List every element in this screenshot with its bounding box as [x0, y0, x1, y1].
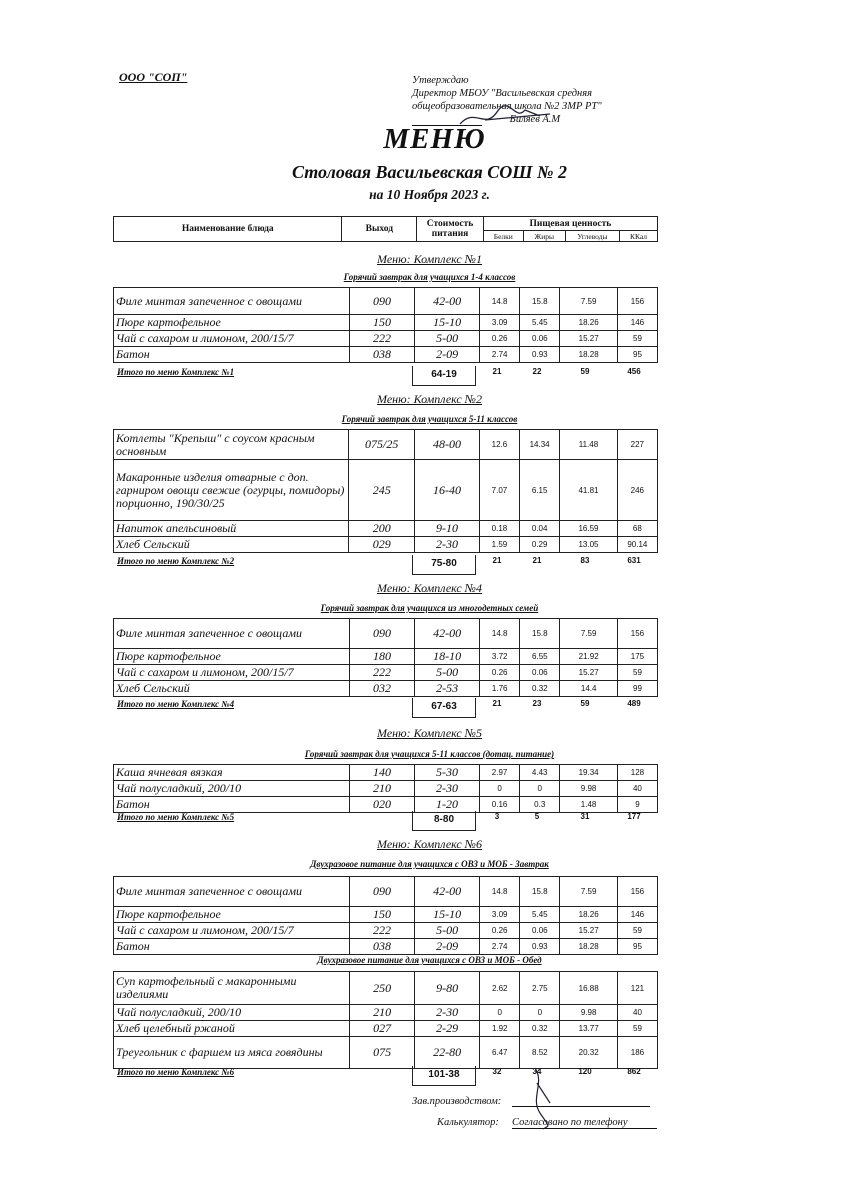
dish-protein: 0.18 — [479, 521, 519, 537]
table-row — [114, 681, 658, 697]
total-label: Итого по меню Комплекс №2 — [117, 556, 235, 566]
dish-price: 42-00 — [415, 288, 480, 315]
dish-protein: 2.74 — [480, 347, 520, 363]
menu-section-subtitle: Двухразовое питание для учащихся с ОВЗ и МОБ - Завтрак — [310, 859, 549, 869]
dish-fat: 15.8 — [520, 877, 560, 907]
dish-protein: 12.6 — [479, 430, 519, 460]
total-carbs: 59 — [580, 367, 590, 376]
total-price: 64-19 — [412, 366, 476, 386]
dish-fat: 6.15 — [519, 460, 559, 521]
dish-fat: 0.29 — [519, 537, 559, 553]
dish-carbs: 21.92 — [560, 649, 618, 665]
total-kcal: 862 — [627, 1067, 641, 1076]
dish-carbs: 15.27 — [560, 923, 618, 939]
dish-kcal: 59 — [617, 1021, 657, 1037]
dish-protein: 3.72 — [480, 649, 520, 665]
dish-name: Треугольник с фаршем из мяса говядины — [114, 1037, 350, 1069]
total-fat: 5 — [534, 812, 540, 821]
dish-protein: 7.07 — [479, 460, 519, 521]
dish-protein: 14.8 — [480, 288, 520, 315]
calculator-label: Калькулятор: — [437, 1117, 499, 1128]
total-protein: 32 — [492, 1067, 502, 1076]
dish-kcal: 246 — [617, 460, 657, 521]
dish-carbs: 18.26 — [560, 315, 618, 331]
dish-name: Пюре картофельное — [114, 907, 350, 923]
dish-fat: 0.06 — [520, 331, 560, 347]
total-fat: 34 — [532, 1067, 542, 1076]
dish-table — [113, 618, 658, 697]
menu-date: на 10 Ноября 2023 г. — [369, 187, 490, 202]
dish-output: 200 — [349, 521, 415, 537]
table-row — [114, 1037, 658, 1069]
table-row — [114, 460, 658, 521]
dish-fat: 4.43 — [520, 765, 560, 781]
page-subtitle: Столовая Васильевская СОШ № 2 — [292, 162, 567, 182]
menu-section-subtitle: Горячий завтрак для учащихся 1-4 классов — [343, 272, 516, 282]
dish-table — [113, 971, 658, 1069]
dish-price: 5-00 — [415, 923, 480, 939]
dish-name: Чай полусладкий, 200/10 — [114, 1005, 350, 1021]
table-row — [114, 939, 658, 955]
dish-kcal: 95 — [617, 939, 657, 955]
dish-price: 5-00 — [415, 331, 480, 347]
dish-name: Хлеб целебный ржаной — [114, 1021, 350, 1037]
dish-protein: 1.76 — [480, 681, 520, 697]
table-row — [114, 315, 658, 331]
dish-price: 9-10 — [415, 521, 480, 537]
dish-carbs: 15.27 — [560, 665, 618, 681]
dish-carbs: 7.59 — [560, 877, 618, 907]
dish-table — [113, 876, 658, 955]
dish-price: 2-09 — [415, 939, 480, 955]
dish-protein: 0 — [480, 1005, 520, 1021]
dish-kcal: 121 — [617, 972, 657, 1005]
dish-kcal: 227 — [617, 430, 657, 460]
approval-line-1: Утверждаю — [412, 75, 469, 86]
dish-fat: 8.52 — [520, 1037, 560, 1069]
table-row — [114, 288, 658, 315]
table-row — [114, 1021, 658, 1037]
menu-section-title: Меню: Комплекс №5 — [377, 726, 482, 740]
calculator-value: Согласовано по телефону — [512, 1117, 657, 1129]
total-carbs: 120 — [578, 1067, 592, 1076]
dish-output: 245 — [349, 460, 415, 521]
total-label: Итого по меню Комплекс №6 — [117, 1067, 235, 1077]
dish-carbs: 16.59 — [560, 521, 617, 537]
dish-kcal: 156 — [617, 288, 657, 315]
dish-name: Батон — [114, 347, 350, 363]
approval-name: Биляев А.М — [509, 114, 561, 125]
dish-output: 027 — [350, 1021, 415, 1037]
dish-name: Хлеб Сельский — [114, 537, 349, 553]
total-kcal: 177 — [627, 812, 641, 821]
dish-output: 210 — [350, 1005, 415, 1021]
dish-kcal: 40 — [617, 781, 657, 797]
dish-protein: 14.8 — [480, 877, 520, 907]
total-carbs: 31 — [580, 812, 590, 821]
dish-price: 5-30 — [415, 765, 480, 781]
total-label: Итого по меню Комплекс №1 — [117, 367, 235, 377]
approval-line-3: общеобразовательная школа №2 ЗМР РТ" — [412, 101, 602, 112]
total-price: 67-63 — [412, 698, 476, 718]
dish-name: Чай с сахаром и лимоном, 200/15/7 — [114, 331, 350, 347]
dish-name: Филе минтая запеченное с овощами — [114, 619, 350, 649]
dish-name: Чай полусладкий, 200/10 — [114, 781, 350, 797]
total-kcal: 631 — [627, 556, 641, 565]
dish-table — [113, 764, 658, 813]
dish-carbs: 11.48 — [560, 430, 617, 460]
dish-price: 2-29 — [415, 1021, 480, 1037]
dish-name: Макаронные изделия отварные с доп. гарниром овощи свежие (огурцы, помидоры) порционно, 190/30/25 — [114, 460, 349, 521]
total-protein: 21 — [492, 367, 502, 376]
dish-price: 9-80 — [415, 972, 480, 1005]
dish-protein: 2.62 — [480, 972, 520, 1005]
dish-output: 222 — [349, 923, 414, 939]
dish-output: 250 — [350, 972, 415, 1005]
dish-protein: 0.26 — [480, 923, 520, 939]
dish-fat: 0.06 — [520, 665, 560, 681]
dish-fat: 15.8 — [520, 619, 560, 649]
dish-kcal: 186 — [617, 1037, 657, 1069]
dish-name: Чай с сахаром и лимоном, 200/15/7 — [114, 665, 350, 681]
dish-kcal: 146 — [617, 315, 657, 331]
dish-name: Пюре картофельное — [114, 315, 350, 331]
dish-fat: 0.04 — [519, 521, 559, 537]
page-title: МЕНЮ — [383, 123, 486, 155]
dish-output: 029 — [349, 537, 415, 553]
table-row — [114, 1005, 658, 1021]
dish-fat: 0.32 — [520, 1021, 560, 1037]
dish-protein: 6.47 — [480, 1037, 520, 1069]
dish-name: Пюре картофельное — [114, 649, 350, 665]
table-row — [114, 665, 658, 681]
table-row — [114, 907, 658, 923]
dish-kcal: 156 — [617, 877, 657, 907]
dish-output: 180 — [349, 649, 414, 665]
dish-carbs: 9.98 — [560, 781, 618, 797]
dish-kcal: 95 — [617, 347, 657, 363]
dish-output: 222 — [349, 331, 414, 347]
dish-carbs: 18.28 — [560, 939, 618, 955]
total-protein: 3 — [494, 812, 500, 821]
dish-output: 140 — [349, 765, 414, 781]
dish-output: 038 — [349, 347, 414, 363]
dish-price: 2-30 — [415, 781, 480, 797]
dish-kcal: 68 — [617, 521, 657, 537]
total-label: Итого по меню Комплекс №4 — [117, 699, 235, 709]
dish-output: 222 — [349, 665, 414, 681]
menu-section-subtitle: Горячий завтрак для учащихся 5-11 классов — [341, 414, 518, 424]
table-row — [114, 521, 658, 537]
dish-price: 2-30 — [415, 537, 480, 553]
dish-price: 15-10 — [415, 907, 480, 923]
header-fat: Жиры — [523, 231, 565, 242]
dish-carbs: 20.32 — [560, 1037, 618, 1069]
header-price: Стоимость питания — [417, 217, 484, 242]
dish-carbs: 13.05 — [560, 537, 617, 553]
dish-output: 210 — [349, 781, 414, 797]
dish-kcal: 175 — [617, 649, 657, 665]
dish-protein: 0 — [479, 781, 519, 797]
table-row — [114, 331, 658, 347]
dish-fat: 0 — [520, 781, 560, 797]
menu-section-title: Меню: Комплекс №4 — [377, 581, 482, 595]
table-row — [114, 765, 658, 781]
menu-section-title: Меню: Комплекс №6 — [377, 837, 482, 851]
header-carbs: Углеводы — [565, 231, 619, 242]
dish-carbs: 1.48 — [560, 797, 618, 813]
organization-name: ООО "СОП" — [119, 70, 188, 84]
dish-name: Филе минтая запеченное с овощами — [114, 288, 350, 315]
dish-carbs: 18.26 — [560, 907, 618, 923]
table-row — [114, 347, 658, 363]
total-carbs: 83 — [580, 556, 590, 565]
header-nutrition: Пищевая ценность — [483, 217, 657, 231]
dish-kcal: 59 — [617, 923, 657, 939]
total-kcal: 456 — [627, 367, 641, 376]
header-kcal: ККал — [620, 231, 658, 242]
dish-price: 42-00 — [415, 877, 480, 907]
dish-carbs: 7.59 — [560, 288, 618, 315]
dish-output: 032 — [349, 681, 414, 697]
dish-carbs: 19.34 — [560, 765, 618, 781]
dish-kcal: 99 — [617, 681, 657, 697]
dish-kcal: 156 — [617, 619, 657, 649]
table-row — [114, 972, 658, 1005]
dish-carbs: 16.88 — [560, 972, 618, 1005]
dish-protein: 14.8 — [480, 619, 520, 649]
total-price: 75-80 — [412, 555, 476, 575]
dish-protein: 3.09 — [480, 907, 520, 923]
table-row — [114, 537, 658, 553]
dish-fat: 6.55 — [520, 649, 560, 665]
total-kcal: 489 — [627, 699, 641, 708]
dish-price: 16-40 — [415, 460, 480, 521]
dish-price: 1-20 — [415, 797, 480, 813]
dish-table — [113, 287, 658, 363]
menu-section-subtitle-2: Двухразовое питание для учащихся с ОВЗ и МОБ - Обед — [317, 955, 542, 965]
dish-output: 090 — [349, 619, 414, 649]
dish-output: 020 — [349, 797, 414, 813]
table-row — [114, 781, 658, 797]
total-fat: 21 — [532, 556, 542, 565]
column-header — [113, 216, 658, 242]
approval-line-2: Директор МБОУ "Васильевская средняя — [412, 88, 593, 99]
dish-fat: 0.3 — [520, 797, 560, 813]
dish-output: 090 — [349, 288, 414, 315]
table-row — [114, 619, 658, 649]
total-label: Итого по меню Комплекс №5 — [117, 812, 235, 822]
dish-protein: 0.26 — [480, 331, 520, 347]
dish-carbs: 9.98 — [560, 1005, 618, 1021]
dish-output: 090 — [349, 877, 414, 907]
table-row — [114, 923, 658, 939]
dish-fat: 0 — [520, 1005, 560, 1021]
dish-protein: 1.59 — [479, 537, 519, 553]
dish-kcal: 90.14 — [617, 537, 657, 553]
dish-name: Котлеты "Крепыш" с соусом красным основным — [114, 430, 349, 460]
total-price: 8-80 — [412, 811, 476, 831]
dish-fat: 0.93 — [520, 939, 560, 955]
dish-fat: 14.34 — [519, 430, 559, 460]
dish-price: 18-10 — [415, 649, 480, 665]
total-protein: 21 — [492, 699, 502, 708]
dish-fat: 2.75 — [520, 972, 560, 1005]
dish-price: 22-80 — [415, 1037, 480, 1069]
dish-output: 075/25 — [349, 430, 415, 460]
dish-fat: 0.93 — [520, 347, 560, 363]
dish-carbs: 13.77 — [560, 1021, 618, 1037]
header-output: Выход — [342, 217, 417, 242]
menu-section-title: Меню: Комплекс №1 — [377, 252, 482, 266]
total-protein: 21 — [492, 556, 502, 565]
dish-kcal: 9 — [617, 797, 657, 813]
dish-table — [113, 429, 658, 553]
dish-name: Батон — [114, 939, 350, 955]
dish-kcal: 40 — [617, 1005, 657, 1021]
dish-price: 5-00 — [415, 665, 480, 681]
dish-price: 2-09 — [415, 347, 480, 363]
dish-name: Батон — [114, 797, 350, 813]
dish-fat: 0.06 — [520, 923, 560, 939]
dish-name: Чай с сахаром и лимоном, 200/15/7 — [114, 923, 350, 939]
dish-output: 075 — [350, 1037, 415, 1069]
header-name: Наименование блюда — [114, 217, 342, 242]
dish-protein: 2.74 — [480, 939, 520, 955]
dish-output: 150 — [349, 315, 414, 331]
total-price: 101-38 — [412, 1066, 476, 1086]
dish-kcal: 59 — [617, 665, 657, 681]
dish-price: 2-30 — [415, 1005, 480, 1021]
dish-price: 48-00 — [415, 430, 480, 460]
dish-carbs: 18.28 — [560, 347, 618, 363]
dish-price: 15-10 — [415, 315, 480, 331]
dish-name: Напиток апельсиновый — [114, 521, 349, 537]
dish-output: 038 — [349, 939, 414, 955]
dish-name: Хлеб Сельский — [114, 681, 350, 697]
dish-name: Филе минтая запеченное с овощами — [114, 877, 350, 907]
dish-price: 42-00 — [415, 619, 480, 649]
manager-label: Зав.производством: — [412, 1096, 502, 1107]
dish-kcal: 146 — [617, 907, 657, 923]
total-fat: 23 — [532, 699, 542, 708]
dish-protein: 0.16 — [479, 797, 519, 813]
dish-protein: 3.09 — [480, 315, 520, 331]
dish-kcal: 59 — [617, 331, 657, 347]
dish-fat: 15.8 — [520, 288, 560, 315]
dish-fat: 5.45 — [520, 315, 560, 331]
dish-protein: 0.26 — [480, 665, 520, 681]
table-row — [114, 430, 658, 460]
menu-section-title: Меню: Комплекс №2 — [377, 392, 482, 406]
dish-carbs: 14.4 — [560, 681, 618, 697]
header-protein: Белки — [483, 231, 523, 242]
total-carbs: 59 — [580, 699, 590, 708]
dish-carbs: 41.81 — [560, 460, 617, 521]
dish-name: Суп картофельный с макаронными изделиями — [114, 972, 350, 1005]
menu-section-subtitle: Горячий завтрак для учащихся из многодетных семей — [320, 603, 539, 613]
dish-name: Каша ячневая вязкая — [114, 765, 350, 781]
dish-protein: 1.92 — [480, 1021, 520, 1037]
table-row — [114, 877, 658, 907]
dish-output: 150 — [349, 907, 414, 923]
dish-kcal: 128 — [617, 765, 657, 781]
table-row — [114, 649, 658, 665]
dish-fat: 5.45 — [520, 907, 560, 923]
dish-protein: 2.97 — [479, 765, 519, 781]
dish-carbs: 7.59 — [560, 619, 618, 649]
dish-fat: 0.32 — [520, 681, 560, 697]
menu-section-subtitle: Горячий завтрак для учащихся 5-11 классов (дотац. питание) — [304, 749, 555, 759]
total-fat: 22 — [532, 367, 542, 376]
dish-price: 2-53 — [415, 681, 480, 697]
dish-carbs: 15.27 — [560, 331, 618, 347]
table-row — [114, 797, 658, 813]
